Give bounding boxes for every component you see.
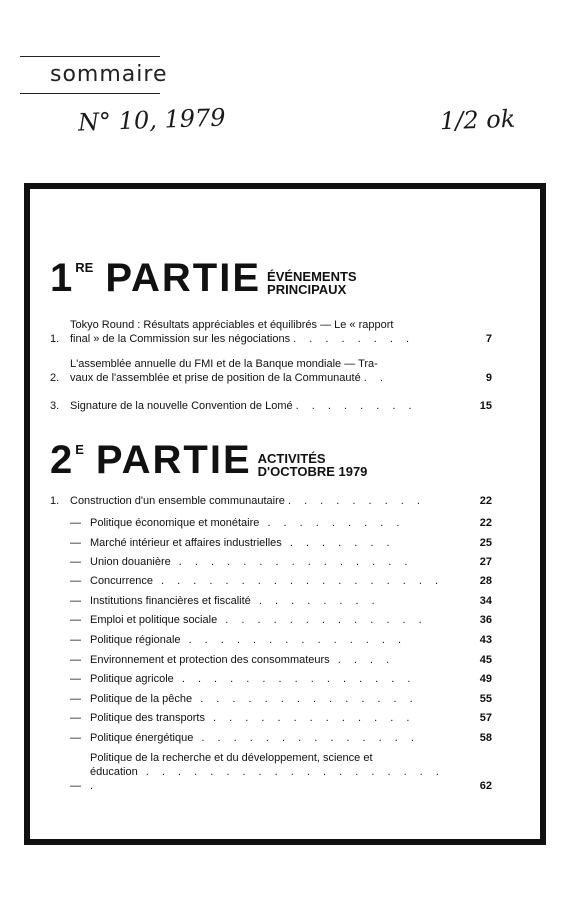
toc-subentry bbox=[50, 751, 492, 793]
entry-line: Construction d'un ensemble communautaire bbox=[70, 495, 285, 507]
page-number: 28 bbox=[479, 575, 492, 587]
toc-subentry bbox=[50, 653, 492, 667]
dot-leader: . . . . . . . . . . . . . . bbox=[180, 634, 407, 646]
page-number: 9 bbox=[485, 372, 492, 384]
entry-text bbox=[90, 536, 452, 550]
part-subtitle-line: ACTIVITÉS bbox=[257, 451, 326, 466]
dash-marker: — bbox=[70, 575, 81, 587]
dot-leader: . . . . . . . . bbox=[250, 595, 380, 607]
bottom-rule bbox=[20, 93, 160, 94]
dot-leader: . . . . . . . . . . . . . bbox=[204, 712, 415, 724]
toc-subentry bbox=[50, 633, 492, 647]
entry-line: Union douanière bbox=[90, 556, 171, 568]
part-subtitle bbox=[267, 270, 357, 296]
dash-marker: — bbox=[70, 634, 81, 646]
dash-marker: — bbox=[70, 780, 81, 792]
entry-text bbox=[90, 653, 452, 667]
entry-text bbox=[90, 516, 452, 530]
part-subtitle-line: D'OCTOBRE 1979 bbox=[257, 464, 368, 479]
dot-leader: . . . . . . . . . . . . . . bbox=[192, 693, 418, 705]
entry-text bbox=[90, 594, 452, 608]
dot-leader: . . . . . . . . . . . . . . . . . . bbox=[152, 575, 444, 587]
page-number: 55 bbox=[479, 693, 492, 705]
part-number: 2 bbox=[50, 438, 73, 482]
page-number: 22 bbox=[479, 495, 492, 507]
toc-entry bbox=[50, 494, 492, 508]
page-number: 27 bbox=[479, 556, 492, 568]
entry-line: Concurrence bbox=[90, 575, 153, 587]
page-number: 62 bbox=[479, 780, 492, 792]
page-number: 49 bbox=[479, 673, 492, 685]
part-1-header bbox=[50, 258, 357, 298]
page-number: 25 bbox=[479, 537, 492, 549]
dot-leader: . . . . bbox=[329, 654, 395, 666]
entry-text bbox=[70, 399, 452, 413]
entry-text bbox=[70, 318, 452, 346]
dash-marker: — bbox=[70, 595, 81, 607]
toc-subentry bbox=[50, 711, 492, 725]
entry-number: 1. bbox=[50, 333, 60, 345]
entry-line: Emploi et politique sociale bbox=[90, 614, 218, 626]
entry-line: Politique régionale bbox=[90, 634, 181, 646]
part-2-header bbox=[50, 440, 367, 480]
entry-text bbox=[70, 494, 452, 508]
part-superscript: RE bbox=[75, 260, 94, 275]
entry-line: éducation bbox=[90, 766, 138, 778]
page-title: sommaire bbox=[50, 62, 168, 87]
part-subtitle bbox=[258, 452, 368, 478]
page-number: 15 bbox=[479, 400, 492, 412]
dot-leader: . . . . . . . . . . . . . bbox=[217, 614, 427, 626]
entry-text bbox=[70, 357, 452, 385]
page-number: 43 bbox=[479, 634, 492, 646]
toc-subentry bbox=[50, 516, 492, 530]
part-word: PARTIE bbox=[95, 438, 252, 482]
entry-line: Politique des transports bbox=[90, 712, 205, 724]
toc-entry bbox=[50, 399, 492, 413]
entry-number: 2. bbox=[50, 372, 60, 384]
entry-line: L'assemblée annuelle du FMI et de la Banque mondiale — Tra- bbox=[70, 358, 378, 370]
toc-entry bbox=[50, 357, 492, 385]
dash-marker: — bbox=[70, 732, 81, 744]
part-subtitle-line: PRINCIPAUX bbox=[267, 282, 347, 297]
dot-leader: . . . . . . . . . . . . . . . bbox=[173, 673, 416, 685]
dot-leader: . . . . . . . . . . . . . . . . . . . . bbox=[90, 766, 444, 792]
toc-subentry bbox=[50, 536, 492, 550]
toc-subentry bbox=[50, 613, 492, 627]
dot-leader: . . bbox=[363, 372, 388, 384]
entry-line: Politique énergétique bbox=[90, 732, 194, 744]
top-rule bbox=[20, 56, 160, 57]
toc-subentry bbox=[50, 574, 492, 588]
entry-text bbox=[90, 692, 452, 706]
page-number: 45 bbox=[479, 654, 492, 666]
dash-marker: — bbox=[70, 614, 81, 626]
page-number: 22 bbox=[479, 517, 492, 529]
part-superscript: E bbox=[75, 442, 84, 457]
page-number: 57 bbox=[479, 712, 492, 724]
entry-number: 1. bbox=[50, 495, 60, 507]
entry-line: Institutions financières et fiscalité bbox=[90, 595, 251, 607]
entry-line: vaux de l'assemblée et prise de position de la Communauté bbox=[70, 372, 361, 384]
dot-leader: . . . . . . . . bbox=[293, 333, 415, 345]
dash-marker: — bbox=[70, 673, 81, 685]
dash-marker: — bbox=[70, 517, 81, 529]
dash-marker: — bbox=[70, 537, 81, 549]
entry-line: Politique agricole bbox=[90, 673, 174, 685]
entry-number: 3. bbox=[50, 400, 60, 412]
entry-text bbox=[90, 574, 452, 588]
dot-leader: . . . . . . . . . . . . . . . bbox=[170, 556, 413, 568]
entry-line: Politique économique et monétaire bbox=[90, 517, 260, 529]
entry-text bbox=[90, 633, 452, 647]
page-number: 7 bbox=[485, 333, 492, 345]
entry-text bbox=[90, 672, 452, 686]
dot-leader: . . . . . . . . . . . . . . bbox=[193, 732, 419, 744]
toc-subentry bbox=[50, 672, 492, 686]
page-number: 36 bbox=[479, 614, 492, 626]
toc-subentry bbox=[50, 731, 492, 745]
entry-line: final » de la Commission sur les négociations bbox=[70, 333, 291, 345]
entry-line: Politique de la pêche bbox=[90, 693, 193, 705]
part-number: 1 bbox=[50, 256, 73, 300]
dash-marker: — bbox=[70, 556, 81, 568]
entry-line: Marché intérieur et affaires industrielles bbox=[90, 537, 282, 549]
toc-entry bbox=[50, 318, 492, 346]
entry-text bbox=[90, 613, 452, 627]
entry-text bbox=[90, 751, 452, 793]
handwritten-note: 1/2 ok bbox=[439, 104, 516, 136]
dot-leader: . . . . . . . . bbox=[295, 400, 417, 412]
entry-line: Tokyo Round : Résultats appréciables et équilibrés — Le « rapport bbox=[70, 319, 394, 331]
part-subtitle-line: ÉVÉNEMENTS bbox=[267, 269, 357, 284]
entry-text bbox=[90, 711, 452, 725]
toc-subentry bbox=[50, 555, 492, 569]
entry-text bbox=[90, 731, 452, 745]
dot-leader: . . . . . . . bbox=[281, 537, 395, 549]
entry-text bbox=[90, 555, 452, 569]
entry-line: Politique de la recherche et du développement, science et bbox=[90, 752, 373, 764]
toc-subentry bbox=[50, 692, 492, 706]
entry-line: Signature de la nouvelle Convention de Lomé bbox=[70, 400, 293, 412]
page-number: 58 bbox=[479, 732, 492, 744]
dash-marker: — bbox=[70, 693, 81, 705]
dash-marker: — bbox=[70, 654, 81, 666]
toc-subentry bbox=[50, 594, 492, 608]
part-word: PARTIE bbox=[105, 256, 262, 300]
dash-marker: — bbox=[70, 712, 81, 724]
handwritten-issue: N° 10, 1979 bbox=[77, 103, 226, 137]
dot-leader: . . . . . . . . . bbox=[259, 517, 405, 529]
dot-leader: . . . . . . . . . bbox=[287, 495, 425, 507]
page-number: 34 bbox=[479, 595, 492, 607]
entry-line: Environnement et protection des consommateurs bbox=[90, 654, 330, 666]
